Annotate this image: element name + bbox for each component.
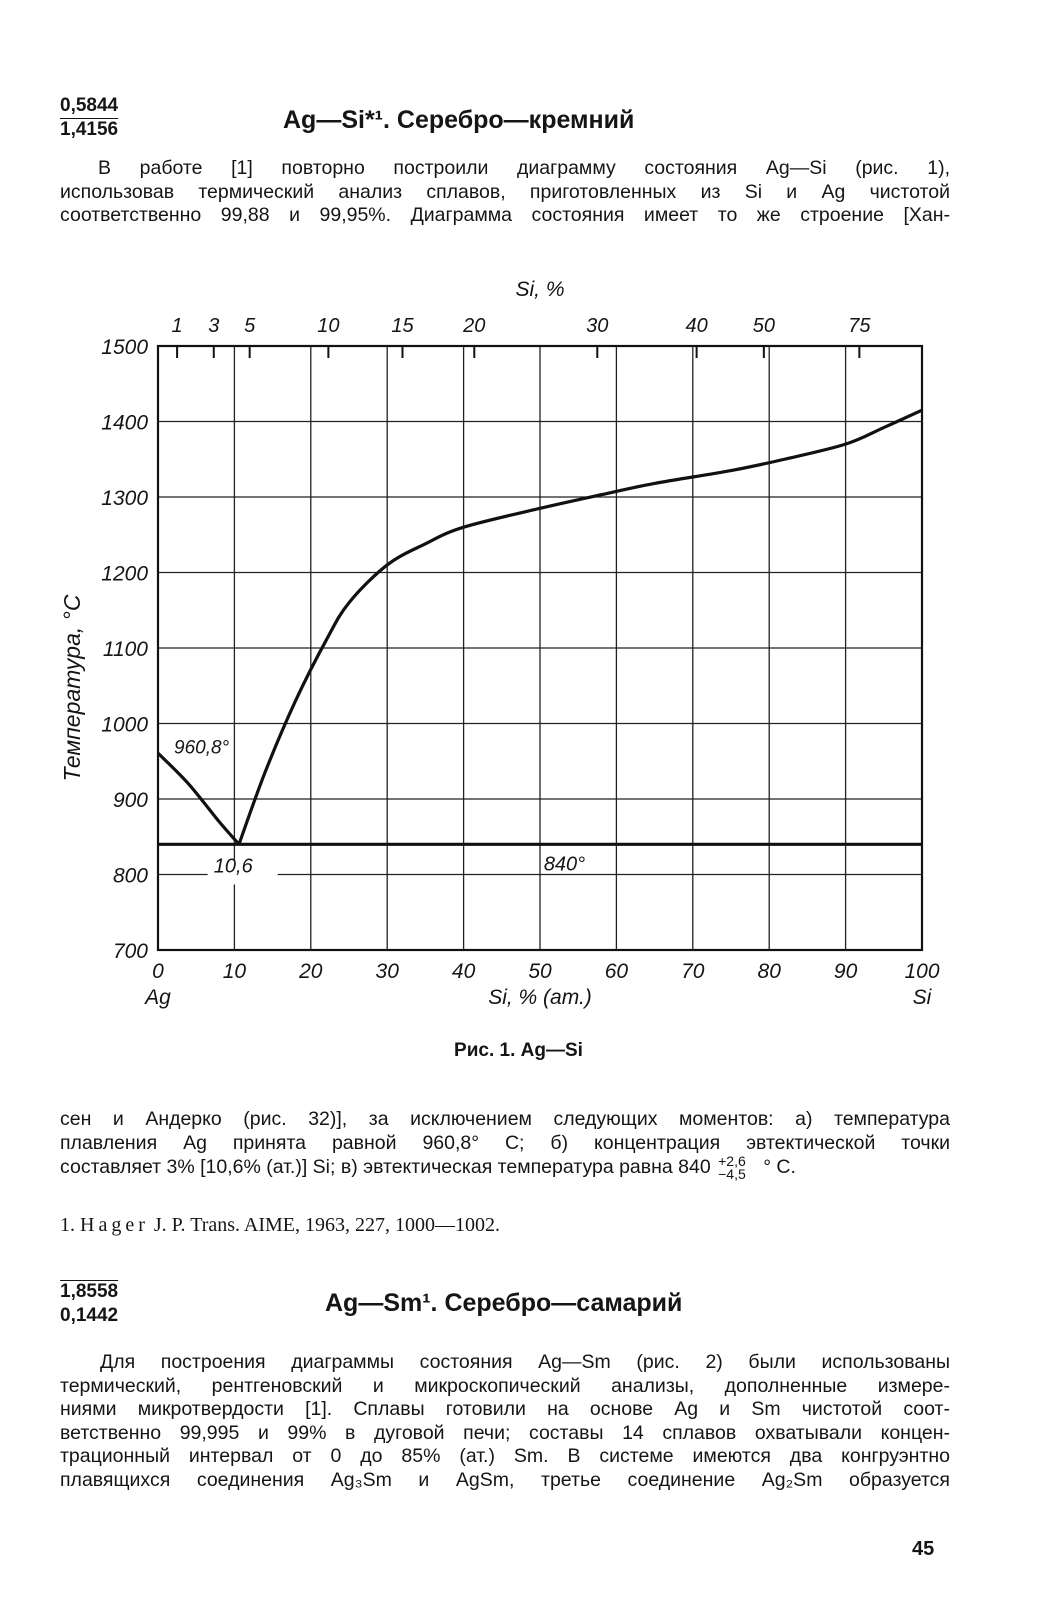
section2-line-6: плавящихся соединения Ag₃Sm и AgSm, третье соединение Ag₂Sm образуется	[60, 1468, 950, 1491]
section2-title: Ag—Sm¹. Серебро—самарий	[325, 1289, 683, 1317]
annotation-ag-melting: 960,8°	[174, 737, 230, 759]
annotation-eutectic-composition: 10,6	[213, 855, 253, 878]
section2-code-1: 1,8558	[60, 1281, 119, 1302]
section2-code-2: 0,1442	[60, 1305, 119, 1326]
reference-number: 1.	[60, 1214, 75, 1236]
y-tick-label-1500: 1500	[101, 336, 148, 359]
chart-labels	[59, 278, 940, 1009]
section1-line-2: использовав термический анализ сплавов, приготовленных из Si и Ag чистотой	[60, 180, 950, 203]
section1-continued-paragraph	[60, 1108, 950, 1181]
top-tick-label-20: 20	[463, 315, 486, 337]
phase-diagram-chart	[0, 260, 1037, 1090]
top-tick-label-50: 50	[752, 315, 775, 337]
top-tick-label-3: 3	[208, 315, 220, 337]
section1-cont-line-3-unit: ° С.	[763, 1156, 796, 1179]
page-number: 45	[912, 1538, 935, 1560]
x-tick-label-50: 50	[528, 960, 552, 983]
y-tick-label-1000: 1000	[101, 713, 148, 737]
section2-line-1: Для построения диаграммы состояния Ag—Sm (рис. 2) были использованы	[100, 1351, 950, 1373]
y-tick-label-900: 900	[112, 789, 148, 812]
top-tick-label-75: 75	[848, 315, 871, 337]
section2-line-5: трационный интервал от 0 до 85% (ат.) Sm. В системе имеются два конгруэнтно	[60, 1445, 950, 1467]
x-tick-label-30: 30	[375, 960, 399, 983]
x-tick-label-90: 90	[833, 960, 858, 983]
eutectic-temperature-uncertainty	[718, 1155, 746, 1181]
section1-line-1: В работе [1] повторно построили диаграмму состояния Ag—Si (рис. 1),	[98, 157, 950, 179]
uncertainty-lower: −4,5	[718, 1166, 746, 1182]
x-tick-label-60: 60	[604, 960, 629, 983]
x-left-label: Ag	[145, 986, 171, 1009]
y-tick-label-1300: 1300	[101, 487, 148, 510]
section2-codes	[60, 1280, 118, 1328]
annotation-eutectic-temperature: 840°	[543, 853, 586, 876]
section2-line-2: термический, рентгеновский и микроскопический анализы, дополненные измере-	[60, 1374, 950, 1397]
x-tick-label-70: 70	[681, 960, 705, 983]
x-tick-label-100: 100	[904, 960, 940, 983]
section2-line-3: ниями микротвердости [1]. Сплавы готовили на основе Ag и Sm чистотой соот-	[60, 1398, 950, 1420]
x-tick-label-80: 80	[757, 960, 781, 983]
x-right-label: Si	[912, 986, 932, 1009]
top-tick-label-30: 30	[586, 315, 609, 337]
y-axis-title: Температура, °С	[59, 594, 85, 782]
y-tick-label-800: 800	[112, 864, 148, 888]
x-tick-label-20: 20	[299, 960, 323, 983]
section2-line-4: ветственно 99,995 и 99% в дуговой печи; составы 14 сплавов охватывали концен-	[60, 1421, 950, 1444]
figure-caption: Рис. 1. Ag—Si	[454, 1040, 583, 1061]
section1-line-3: соответственно 99,88 и 99,95%. Диаграмма состояния имеет то же строение [Хан-	[60, 204, 950, 226]
section2-paragraph	[60, 1351, 950, 1492]
top-tick-label-15: 15	[391, 315, 414, 337]
section1-paragraph	[60, 157, 950, 228]
reference-1	[60, 1214, 500, 1237]
x-axis-title: Si, % (ат.)	[488, 986, 592, 1009]
x-tick-label-40: 40	[451, 960, 476, 983]
section1-cont-line-3-text: составляет 3% [10,6% (ат.)] Si; в) эвтектическая температура равна 840	[60, 1156, 711, 1179]
uncertainty-upper: +2,6	[718, 1153, 746, 1169]
y-tick-label-700: 700	[112, 940, 148, 963]
top-tick-label-1: 1	[171, 315, 183, 337]
y-tick-label-1100: 1100	[102, 638, 148, 661]
section1-cont-line-2: плавления Ag принята равной 960,8° С; б) концентрация эвтектической точки	[60, 1131, 950, 1154]
reference-author: Hager	[80, 1214, 149, 1236]
section1-cont-line-3	[60, 1155, 950, 1181]
section1-codes	[60, 94, 118, 142]
top-tick-label-5: 5	[244, 315, 256, 337]
y-tick-label-1200: 1200	[101, 562, 148, 586]
y-tick-label-1400: 1400	[101, 411, 148, 435]
x-tick-label-10: 10	[222, 960, 247, 983]
top-axis-title: Si, %	[515, 278, 565, 301]
section1-title: Ag—Si*¹. Серебро—кремний	[283, 106, 635, 134]
top-tick-label-10: 10	[317, 315, 340, 337]
curve-liquidus-si-side	[239, 410, 922, 844]
top-tick-label-40: 40	[685, 315, 708, 337]
x-tick-label-0: 0	[152, 960, 164, 983]
section1-code-1: 0,5844	[60, 95, 119, 116]
section1-cont-line-1: сен и Андерко (рис. 32)], за исключением следующих моментов: а) температура	[60, 1108, 950, 1130]
section1-code-2: 1,4156	[60, 119, 119, 140]
chart-grid	[158, 346, 922, 950]
reference-rest: J. P. Trans. AIME, 1963, 227, 1000—1002.	[153, 1214, 501, 1236]
